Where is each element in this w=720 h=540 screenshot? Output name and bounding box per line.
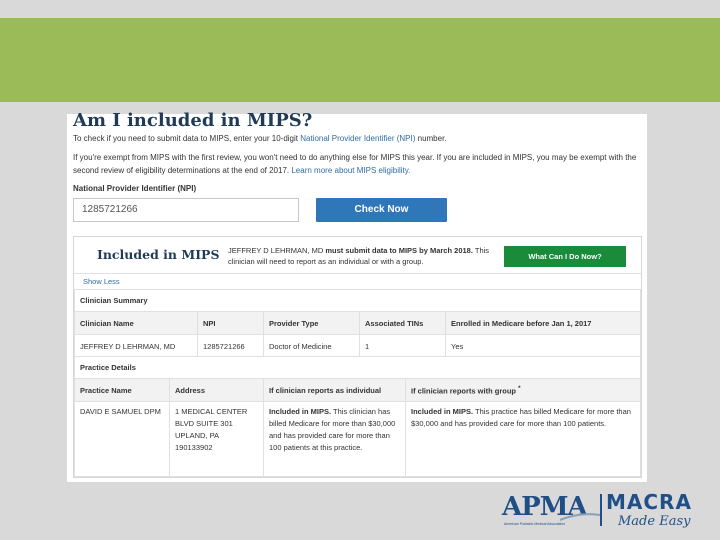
what-can-i-do-now-button[interactable]: What Can I Do Now? bbox=[504, 246, 626, 267]
cell-provider-type: Doctor of Medicine bbox=[264, 335, 360, 358]
table-row bbox=[75, 402, 641, 477]
table-header-row bbox=[75, 312, 641, 335]
cell-group-status bbox=[406, 402, 641, 477]
status-deadline: must submit data to MIPS by March 2018. bbox=[325, 246, 473, 255]
npi-link[interactable]: National Provider Identifier (NPI) bbox=[300, 134, 416, 143]
column-header: Address bbox=[170, 379, 264, 402]
check-now-button[interactable]: Check Now bbox=[316, 198, 447, 222]
status-heading: Included in MIPS bbox=[97, 247, 220, 262]
result-header bbox=[74, 237, 641, 274]
column-header: Enrolled in Medicare before Jan 1, 2017 bbox=[446, 312, 641, 335]
address-line: 190133902 bbox=[175, 443, 213, 452]
intro-text-end: number. bbox=[415, 134, 447, 143]
cell-individual-status bbox=[264, 402, 406, 477]
intro-text bbox=[73, 134, 447, 143]
swoosh-icon bbox=[560, 512, 600, 522]
exemption-text bbox=[73, 152, 643, 177]
address-line: UPLAND, PA bbox=[175, 431, 220, 440]
table-row bbox=[75, 335, 641, 358]
column-header: NPI bbox=[198, 312, 264, 335]
eligibility-link[interactable]: Learn more about MIPS eligibility. bbox=[291, 165, 411, 175]
cell-address bbox=[170, 402, 264, 477]
column-header-group bbox=[406, 379, 641, 402]
apma-logo-text: APMA bbox=[502, 492, 587, 522]
npi-label: National Provider Identifier (NPI) bbox=[73, 184, 197, 193]
cell-practice-name: DAVID E SAMUEL DPM bbox=[75, 402, 170, 477]
group-status-bold: Included in MIPS. bbox=[411, 407, 474, 416]
logo-divider bbox=[600, 494, 602, 526]
practice-details-title: Practice Details bbox=[75, 357, 641, 379]
cell-clinician-name: JEFFREY D LEHRMAN, MD bbox=[75, 335, 198, 358]
cell-npi: 1285721266 bbox=[198, 335, 264, 358]
made-easy-text: Made Easy bbox=[618, 514, 691, 529]
section-row bbox=[75, 290, 641, 312]
clinician-summary-table bbox=[74, 289, 641, 358]
practice-details-table bbox=[74, 356, 641, 477]
result-card bbox=[73, 236, 642, 478]
show-less-link[interactable]: Show Less bbox=[83, 277, 120, 286]
column-header: Associated TINs bbox=[360, 312, 446, 335]
column-header: Provider Type bbox=[264, 312, 360, 335]
cell-associated-tins: 1 bbox=[360, 335, 446, 358]
individual-status-bold: Included in MIPS. bbox=[269, 407, 332, 416]
page-title: Am I included in MIPS? bbox=[73, 110, 313, 131]
intro-text-start: To check if you need to submit data to MIPS, enter your 10-digit bbox=[73, 134, 301, 143]
cell-enrolled: Yes bbox=[446, 335, 641, 358]
column-header: Practice Name bbox=[75, 379, 170, 402]
group-header-asterisk: * bbox=[518, 384, 521, 392]
individual-status-text: This clinician has billed Medicare for more than $30,000 and has provided care for more than 100 patients at this practice. bbox=[269, 407, 396, 452]
clinician-summary-title: Clinician Summary bbox=[75, 290, 641, 312]
status-clinician-name: JEFFREY D LEHRMAN, MD bbox=[228, 246, 326, 255]
macra-logo-text: MACRA bbox=[606, 490, 692, 514]
column-header: If clinician reports as individual bbox=[264, 379, 406, 402]
apma-macra-logo bbox=[500, 490, 710, 534]
group-status-text: This practice has billed Medicare for more than $30,000 and has provided care for more than 100 patients. bbox=[411, 407, 631, 428]
table-header-row bbox=[75, 379, 641, 402]
status-message bbox=[228, 245, 498, 267]
npi-input[interactable]: 1285721266 bbox=[73, 198, 299, 222]
address-line: BLVD SUITE 301 bbox=[175, 419, 233, 428]
mips-screenshot-panel bbox=[67, 110, 647, 482]
apma-subtitle: American Podiatric Medical Association bbox=[504, 522, 566, 526]
group-header-text: If clinician reports with group bbox=[411, 386, 517, 396]
column-header: Clinician Name bbox=[75, 312, 198, 335]
exemption-text-body: If you're exempt from MIPS with the first review, you won't need to do anything else for MIPS this year. If you are included in MIPS, you may be exempt with the second review of eligibility determinations at the end of 2017. bbox=[73, 153, 637, 175]
status-message-rest: This clinician will need to report as an individual or with a group. bbox=[228, 246, 490, 266]
address-line: 1 MEDICAL CENTER bbox=[175, 407, 248, 416]
header-band bbox=[0, 18, 720, 102]
section-row bbox=[75, 357, 641, 379]
